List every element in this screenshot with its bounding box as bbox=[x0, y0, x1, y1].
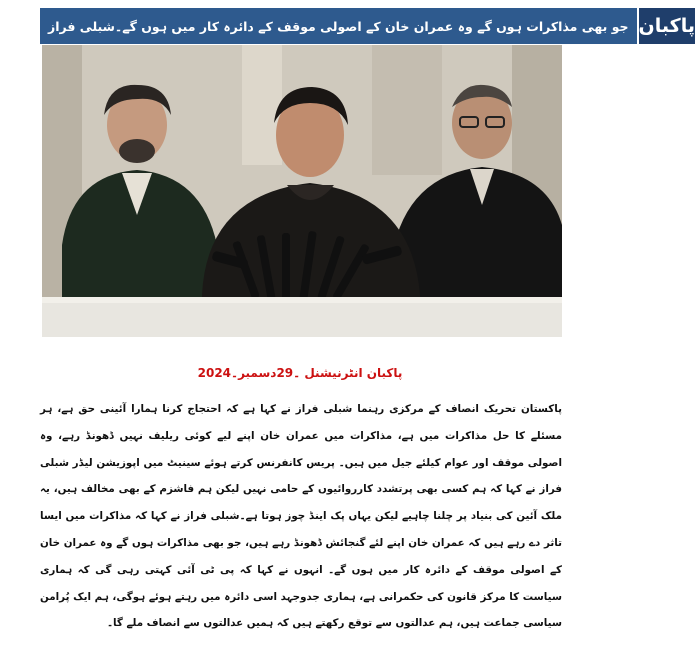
article-body: پاکستان تحریک انصاف کے مرکزی رہنما شبلی فراز نے کہا ہے کہ احتجاج کرنا ہمارا آئینی حق ہے، ہر مسئلے کا حل مذاکرات میں ہے، مذاکرات میں عمران خان اپنے لیے کوئی ریلیف نہیں ڈھونڈ رہے، وہ اصولی موقف اور عوام کیلئے جیل میں ہیں۔ پریس کانفرنس کرتے ہوئے سینیٹ میں اپوزیشن لیڈر شبلی فراز نے کہا کہ ہم کسی بھی پرتشدد کارروائیوں کے حامی نہیں لیکن ہم فاشزم کے بھی مخالف ہیں، یہ ملک آئین کی بنیاد پر چلنا چاہیے لیکن یہاں پک اینڈ چوز ہوتا ہے۔شبلی فراز نے کہا کہ مذاکرات میں ایسا تاثر دے رہے ہیں کہ عمران خان اپنے لئے گنجائش ڈھونڈ رہے ہیں، جو بھی مذاکرات ہوں گے وہ عمران خان کے اصولی موقف کے دائرہ کار میں ہوں گے۔ انہوں نے کہا کہ پی ٹی آئی کہتی رہی گی کہ ہماری سیاست کا مرکز قانون کی حکمرانی ہے، ہماری جدوجہد اسی دائرہ میں رہتے ہوئے ہوگی، ہم ایک پُرامن سیاسی جماعت ہیں، ہم عدالتوں سے توقع رکھتے ہیں کہ ہمیں عدالتوں سے انصاف ملے گا۔ bbox=[40, 403, 562, 630]
article-header bbox=[40, 8, 695, 44]
dateline: پاکبان انٹرنیشنل ۔29دسمبر۔2024 bbox=[197, 366, 403, 380]
headline: جو بھی مذاکرات ہوں گے وہ عمران خان کے اصولی موقف کے دائرہ کار میں ہوں گے۔شبلی فراز bbox=[40, 8, 637, 44]
press-conference-photo bbox=[42, 45, 562, 337]
brand-logo[interactable]: پاکبان bbox=[637, 8, 695, 44]
